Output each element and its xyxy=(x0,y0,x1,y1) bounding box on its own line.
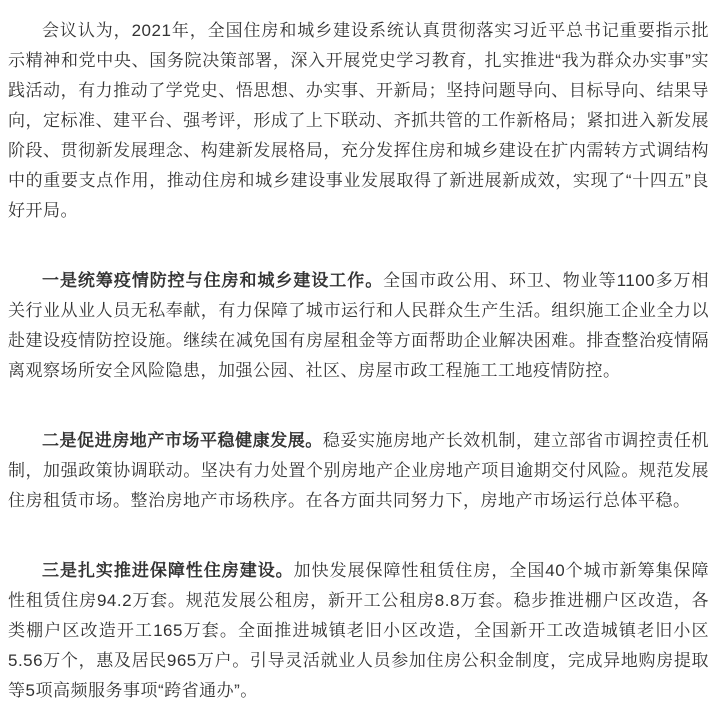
paragraph-point-1 xyxy=(8,266,709,386)
paragraph-text: 稳妥实施房地产长效机制，建立部省市调控责任机制，加强政策协调联动。坚决有力处置个别房地产企业房地产项目逾期交付风险。规范发展住房租赁市场。整治房地产市场秩序。在各方面共同努力下，房地产市场运行总体平稳。 xyxy=(8,431,710,510)
paragraph-intro xyxy=(8,16,709,226)
paragraph-point-3 xyxy=(8,556,709,706)
paragraph-point-2 xyxy=(8,426,709,516)
paragraph-lead: 三是扎实推进保障性住房建设。 xyxy=(42,561,294,580)
paragraph-text: 全国市政公用、环卫、物业等1100多万相关行业从业人员无私奉献，有力保障了城市运行和人民群众生产生活。组织施工企业全力以赴建设疫情防控设施。继续在减免国有房屋租金等方面帮助企业解决困难。排查整治疫情隔离观察场所安全风险隐患，加强公园、社区、房屋市政工程施工工地疫情防控。 xyxy=(8,271,709,380)
paragraph-lead: 一是统筹疫情防控与住房和城乡建设工作。 xyxy=(42,271,384,290)
paragraph-text: 加快发展保障性租赁住房，全国40个城市新筹集保障性租赁住房94.2万套。规范发展公租房，新开工公租房8.8万套。稳步推进棚户区改造，各类棚户区改造开工165万套。全面推进城镇老旧小区改造，全国新开工改造城镇老旧小区5.56万个，惠及居民965万户。引导灵活就业人员参加住房公积金制度，完成异地购房提取等5项高频服务事项“跨省通办”。 xyxy=(8,561,710,700)
paragraph-lead: 二是促进房地产市场平稳健康发展。 xyxy=(42,431,323,450)
paragraph-text: 会议认为，2021年，全国住房和城乡建设系统认真贯彻落实习近平总书记重要指示批示精神和党中央、国务院决策部署，深入开展党史学习教育，扎实推进“我为群众办实事”实践活动，有力推动了学党史、悟思想、办实事、开新局；坚持问题导向、目标导向、结果导向，定标准、建平台、强考评，形成了上下联动、齐抓共管的工作新格局；紧扣进入新发展阶段、贯彻新发展理念、构建新发展格局，充分发挥住房和城乡建设在扩内需转方式调结构中的重要支点作用，推动住房和城乡建设事业发展取得了新进展新成效，实现了“十四五”良好开局。 xyxy=(8,21,709,220)
